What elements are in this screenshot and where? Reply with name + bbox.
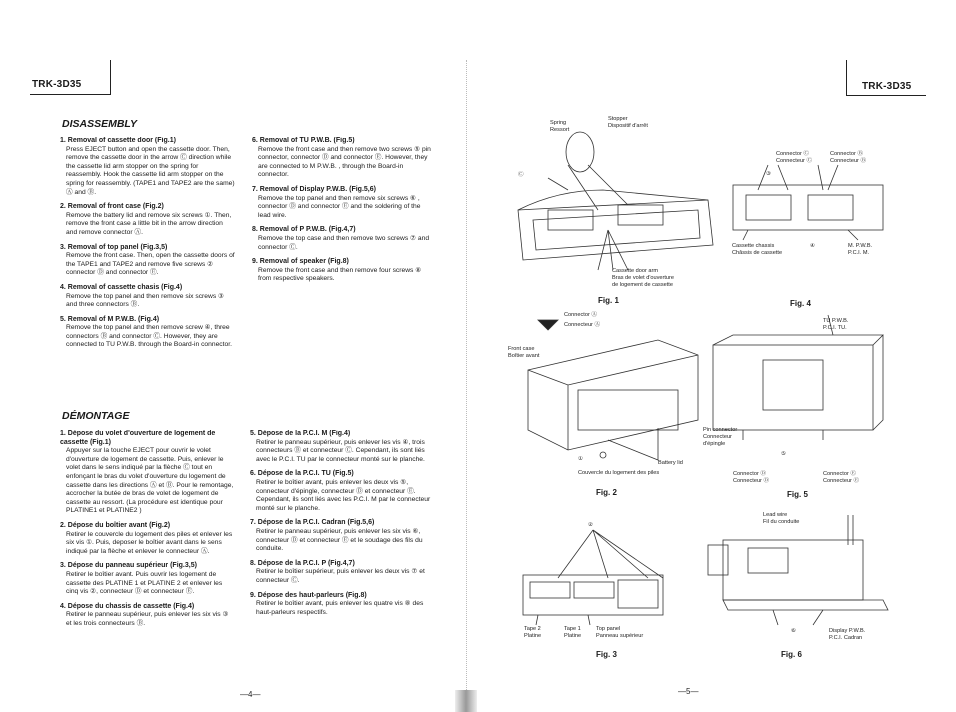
- callout-pin-connector: Pin connector: [703, 427, 738, 433]
- model-header-left: TRK-3D35: [32, 79, 82, 90]
- callout-boitier-avant: Boîtier avant: [508, 353, 540, 359]
- list-item: 7. Removal of Display P.W.B. (Fig.5,6) Remove the top panel and then remove six screws ⑥ , connector Ⓓ and connector Ⓔ and the soldering of the lead wire.: [252, 185, 421, 219]
- callout-platine1: Platine: [564, 633, 582, 639]
- callout-stopper-fr: Dispositif d'arrêt: [608, 123, 648, 129]
- figure-5-drawing: [703, 315, 908, 445]
- list-item: 8. Dépose de la P.C.I. P (Fig.4,7) Retirer le boîtier supérieur, puis enlever les deux vis ⑦ et connecteur Ⓒ.: [250, 559, 425, 584]
- col1-fr: [60, 430, 235, 685]
- col1-en: [60, 137, 235, 397]
- callout-connector-e: Connector Ⓔ: [823, 471, 856, 477]
- callout-top-panel: Top panel: [596, 626, 621, 632]
- callout-connecteur-a: Connecteur Ⓐ: [564, 322, 601, 328]
- page-number-left: —4—: [240, 690, 261, 699]
- callout-c: Ⓒ: [518, 172, 524, 178]
- page-number-right: —5—: [678, 687, 699, 696]
- list-item: 9. Dépose des haut-parleurs (Fig.8) Retirer le boîtier avant, puis enlever les quatre vis ⑧ des haut-parleurs respectifs.: [250, 591, 424, 616]
- figure-5-label: Fig. 5: [787, 490, 808, 499]
- callout-pci-cadran: P.C.I. Cadran: [829, 635, 863, 641]
- list-item: 4. Removal of cassette chasis (Fig.4) Remove the top panel and then remove six screws ③ and three connectors Ⓑ.: [60, 283, 225, 309]
- list-item: 8. Removal of P P.W.B. (Fig.4,7) Remove the top case and then remove two screws ⑦ and connector Ⓒ.: [252, 226, 430, 251]
- callout-chassis-fr: Châssis de cassette: [732, 250, 783, 256]
- callout-m-pwb: M. P.W.B.: [848, 243, 873, 249]
- callout-connecteur: Connecteur: [703, 434, 732, 440]
- list-item: 1. Dépose du volet d'ouverture de logement de cassette (Fig.1) Appuyer sur la touche EJECT pour ouvrir le volet d'ouverture de logement de cassette. Puis, enlever le volet dans le sens indiqué par la flèche Ⓒ tout en enfonçant le bras du volet d'ouverture du logement de cassette dans les directions Ⓐ et Ⓑ. Pour le remontage, accrocher la butée de bras de volet de logement de cassette au ressort. (La procédure est identique pour PLATINE1 et PLATINE2 ): [60, 430, 234, 515]
- figure-4-label: Fig. 4: [790, 299, 811, 308]
- figure-6-drawing: [703, 510, 908, 620]
- callout-tape2: Tape 2: [524, 626, 541, 632]
- list-item: 4. Dépose du chassis de cassette (Fig.4) Retirer le panneau supérieur, puis enlever les six vis ③ et les trois connecteurs Ⓑ.: [60, 602, 229, 627]
- list-item: 6. Dépose de la P.C.I. TU (Fig.5) Retirer le boîtier avant, puis enlever les deux vis ⑤, connecteur d'épingle, connecteur Ⓓ et connecteur Ⓔ. Cependant, ils sont liés avec les P.C.I. M par le connecteur monté sur le planche.: [250, 470, 431, 512]
- model-header-right: TRK-3D35: [862, 81, 912, 92]
- callout-screw-2: ②: [588, 522, 594, 528]
- callout-battery-lid-fr: Couvercle du logement des piles: [578, 470, 660, 476]
- callout-screw-6: ⑥: [791, 628, 797, 634]
- list-item: 1. Removal of cassette door (Fig.1) Press EJECT button and open the cassette door. Then, remove the cassette door in the arrow Ⓒ direction while the cassette lid arm stopper on the spring for reassembly. Hook the cassette lid arm stopper on the spring for reassembly. (TAPE1 and TAPE2 are the same) Ⓐ and Ⓑ.: [60, 137, 235, 196]
- list-item: 3. Removal of top panel (Fig.3,5) Remove the front case. Then, open the cassette doors of the TAPE1 and TAPE2 and remove five screws ② connector Ⓓ and connector Ⓔ.: [60, 243, 235, 277]
- callout-connector-d: Connector Ⓓ: [733, 471, 766, 477]
- figure-4: [728, 145, 908, 315]
- callout-door-arm-fr2: de logement de cassette: [612, 282, 673, 288]
- figure-5: [703, 315, 908, 500]
- header-rule-left: [30, 94, 110, 95]
- list-item: 5. Removal of M P.W.B. (Fig.4) Remove the top panel and then remove screw ④, three connectors Ⓑ and connector Ⓒ. However, they are connected to TU P.W.B. through the Board-in connector.: [60, 315, 232, 349]
- page-gutter: [466, 60, 477, 712]
- list-item: 5. Dépose de la P.C.I. M (Fig.4) Retirer le panneau supérieur, puis enlever les vis ④, trois connecteurs Ⓑ et connecteur Ⓒ. Cependant, ils sont liés avec le P.C.I. TU par le connecteur monté sur le planche.: [250, 430, 425, 463]
- list-item: 2. Removal of front case (Fig.2) Remove the battery lid and remove six screws ①. Then, remove the front case a little bit in the arrow direction and remove connector Ⓐ.: [60, 203, 232, 236]
- list-item: 9. Removal of speaker (Fig.8) Remove the front case and then remove four screws ⑧ from respective speakers.: [252, 258, 422, 283]
- callout-display-pwb: Display P.W.B.: [829, 628, 866, 634]
- callout-connecteur-b: Connecteur Ⓑ: [830, 158, 867, 164]
- callout-cassette-chassis: Cassette chassis: [732, 243, 775, 249]
- callout-pci-tu: P.C.I. TU.: [823, 325, 847, 331]
- callout-screw-5: ⑤: [781, 451, 787, 457]
- header-tick-left: [110, 60, 111, 95]
- callout-spring: Spring: [550, 120, 567, 126]
- callout-panneau: Panneau supérieur: [596, 633, 644, 639]
- section-heading-fr: DÉMONTAGE: [62, 410, 130, 422]
- scan-shadow: [455, 690, 477, 712]
- callout-connector-a: Connector Ⓐ: [564, 312, 597, 318]
- figure-3-drawing: [518, 520, 718, 630]
- figure-1-drawing: [508, 110, 718, 290]
- callout-front-case: Front case: [508, 346, 535, 352]
- callout-epingle: d'épingle: [703, 441, 726, 447]
- list-item: 6. Removal of TU P.W.B. (Fig.5) Remove the front case and then remove two screws ⑤ pin connector, connector Ⓓ and connector Ⓔ. However, they are connected to M P.W.B. , through the Board-in connector.: [252, 137, 431, 179]
- figure-1: [508, 110, 718, 310]
- col2-en: [252, 137, 432, 337]
- callout-door-arm: Cassette door arm: [612, 268, 659, 274]
- callout-door-arm-fr1: Bras de volet d'ouverture: [612, 275, 675, 281]
- callout-stopper: Stopper: [608, 116, 628, 122]
- callout-connecteur-d: Connecteur Ⓓ: [733, 478, 770, 484]
- callout-battery-lid: Battery lid: [658, 460, 683, 466]
- header-rule-right: [846, 95, 926, 96]
- section-heading-en: DISASSEMBLY: [62, 118, 138, 130]
- callout-connecteur-e: Connecteur Ⓔ: [823, 478, 860, 484]
- callout-screw-1: ①: [578, 456, 584, 462]
- figure-2-drawing: [508, 310, 718, 470]
- callout-tu-pwb: TU P.W.B.: [823, 318, 849, 324]
- right-page: [478, 0, 956, 712]
- figure-2: [508, 310, 718, 500]
- list-item: 2. Dépose du boîtier avant (Fig.2) Retirer le couvercle du logement des piles et enlever les six vis ①. Puis, deposer le boîtier avant dans le sens indiqué par la flèche et enlever le connecteur Ⓐ.: [60, 521, 233, 555]
- figure-6-label: Fig. 6: [781, 650, 802, 659]
- callout-pci-m: P.C.I. M.: [848, 250, 870, 256]
- list-item: 3. Dépose du panneau supérieur (Fig.3,5) Retirer le boîtier avant. Puis ouvrir les logement de cassette des PLATINE 1 et PLATINE 2 et enlever les cinq vis ②, connecteur Ⓓ et connecteur Ⓔ.: [60, 562, 223, 596]
- callout-screw-3: ③: [766, 171, 772, 177]
- figure-3: [518, 520, 718, 670]
- callout-connector-c: Connector Ⓒ: [776, 151, 809, 157]
- callout-lead-wire: Lead wire: [763, 512, 788, 518]
- figure-2-label: Fig. 2: [596, 488, 617, 497]
- col2-fr: [250, 430, 432, 685]
- callout-tape1: Tape 1: [564, 626, 581, 632]
- callout-screw-4: ④: [810, 243, 816, 249]
- callout-connecteur-c: Connecteur Ⓒ: [776, 158, 813, 164]
- figure-1-label: Fig. 1: [598, 296, 619, 305]
- figure-6: [703, 510, 908, 665]
- callout-ressort: Ressort: [550, 127, 570, 133]
- figure-3-label: Fig. 3: [596, 650, 617, 659]
- callout-connector-b: Connector Ⓑ: [830, 151, 863, 157]
- figure-4-drawing: [728, 145, 908, 255]
- header-tick-right: [846, 60, 847, 95]
- callout-platine2: Platine: [524, 633, 542, 639]
- callout-fil: Fil du conduite: [763, 519, 800, 525]
- list-item: 7. Dépose de la P.C.I. Cadran (Fig.5,6) Retirer le panneau supérieur, puis enlever les six vis ⑥, connecteur Ⓓ et connecteur Ⓔ et le soudage des fils du conduite.: [250, 519, 423, 553]
